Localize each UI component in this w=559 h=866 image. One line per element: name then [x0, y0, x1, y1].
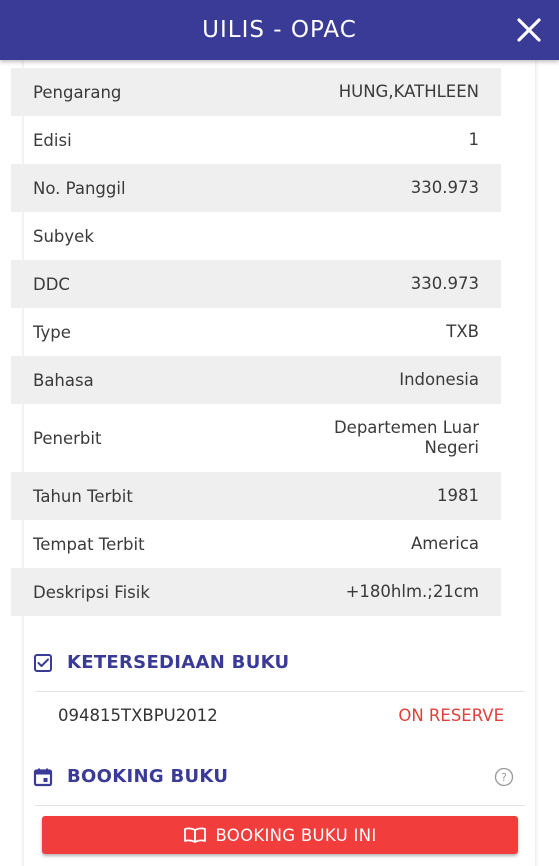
detail-value: Indonesia — [399, 370, 479, 389]
detail-label: Tempat Terbit — [33, 534, 145, 554]
open-book-icon — [183, 826, 207, 844]
close-button[interactable] — [513, 14, 545, 46]
top-app-bar — [0, 0, 559, 60]
item-code: 094815TXBPU2012 — [58, 706, 218, 725]
detail-row-ddc — [11, 260, 501, 308]
detail-label: Tahun Terbit — [33, 486, 133, 506]
detail-label: Penerbit — [33, 428, 102, 448]
detail-label: Bahasa — [33, 370, 94, 390]
detail-value: 1 — [468, 130, 479, 149]
detail-row-tahun-terbit — [11, 472, 501, 520]
detail-row-pengarang — [11, 68, 501, 116]
detail-value: 330.973 — [410, 274, 479, 293]
detail-row-penerbit — [11, 404, 501, 472]
detail-value: TXB — [446, 322, 479, 341]
detail-value: 1981 — [437, 486, 479, 505]
divider — [35, 691, 525, 692]
detail-row-bahasa — [11, 356, 501, 404]
detail-label: Deskripsi Fisik — [33, 582, 150, 602]
divider — [35, 805, 525, 806]
booking-section-title — [33, 766, 228, 787]
availability-title-text: KETERSEDIAAN BUKU — [67, 652, 290, 673]
detail-row-no-panggil — [11, 164, 501, 212]
detail-row-deskripsi-fisik — [11, 568, 501, 616]
detail-label: Pengarang — [33, 82, 122, 102]
booking-button[interactable] — [42, 816, 518, 854]
detail-row-type — [11, 308, 501, 356]
detail-row-tempat-terbit — [11, 520, 501, 568]
calendar-icon — [33, 767, 53, 787]
detail-label: Type — [33, 322, 71, 342]
detail-value: America — [410, 534, 479, 553]
checkbox-icon — [33, 653, 53, 673]
help-button[interactable] — [494, 767, 514, 787]
page-title: UILIS - OPAC — [202, 17, 357, 43]
book-detail-table — [11, 68, 501, 616]
booking-title-text: BOOKING BUKU — [67, 766, 229, 787]
detail-label: DDC — [33, 274, 70, 294]
detail-label: No. Panggil — [33, 178, 126, 198]
detail-value: Departemen Luar Negeri — [333, 418, 479, 457]
help-circle-icon — [494, 767, 514, 787]
detail-label: Subyek — [33, 226, 94, 246]
detail-row-edisi — [11, 116, 501, 164]
svg-text:?: ? — [501, 771, 507, 785]
booking-button-label: BOOKING BUKU INI — [215, 825, 377, 845]
detail-value: +180hlm.;21cm — [345, 582, 479, 601]
scroll-content[interactable] — [0, 60, 559, 866]
availability-item — [58, 706, 504, 725]
status-badge: ON RESERVE — [398, 706, 504, 725]
detail-label: Edisi — [33, 130, 72, 150]
detail-value: HUNG,KATHLEEN — [338, 82, 479, 101]
detail-row-subyek — [11, 212, 501, 260]
availability-section-title — [33, 652, 289, 673]
detail-value: 330.973 — [410, 178, 479, 197]
close-icon — [513, 14, 545, 46]
